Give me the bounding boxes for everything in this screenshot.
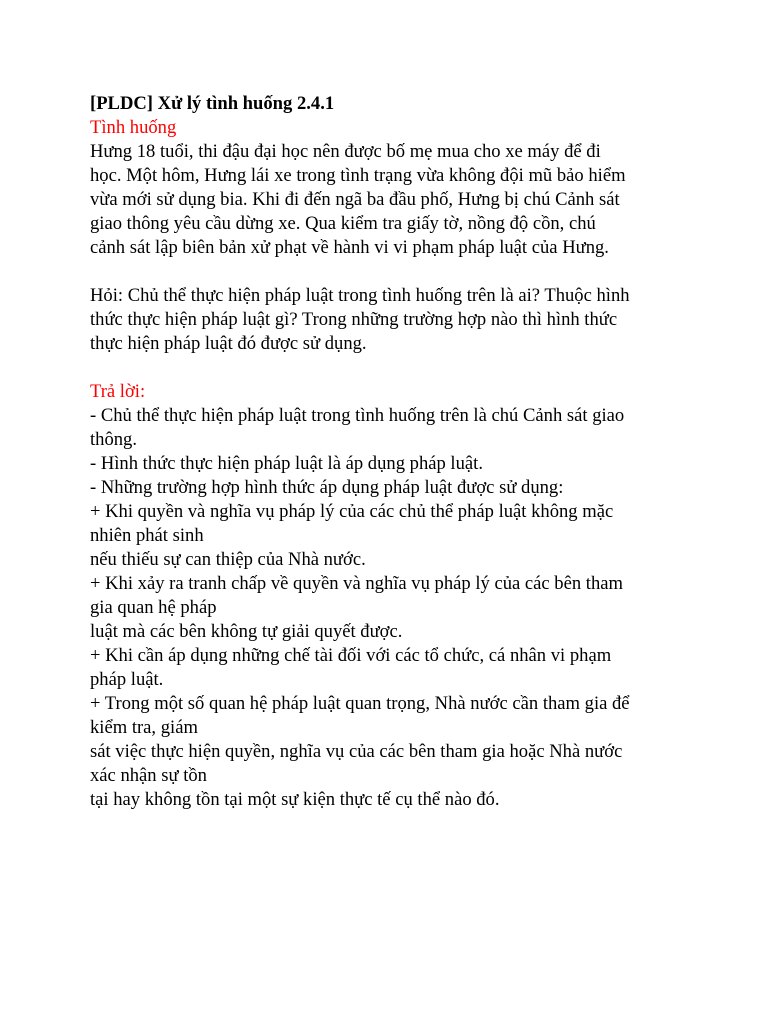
answer-line: + Khi xảy ra tranh chấp về quyền và nghĩa vụ pháp lý của các bên tham (90, 573, 623, 594)
question-paragraph (90, 284, 690, 356)
document-title: [PLDC] Xử lý tình huống 2.4.1 (90, 93, 335, 114)
situation-line: Hưng 18 tuổi, thi đậu đại học nên được bố mẹ mua cho xe máy để đi (90, 141, 601, 162)
question-line: thực hiện pháp luật đó được sử dụng. (90, 333, 367, 354)
answer-line: + Khi quyền và nghĩa vụ pháp lý của các chủ thể pháp luật không mặc (90, 501, 614, 522)
answer-line: pháp luật. (90, 669, 164, 690)
paragraph-gap (90, 260, 690, 284)
answer-heading: Trả lời: (90, 381, 146, 402)
answer-line: - Chủ thể thực hiện pháp luật trong tình huống trên là chú Cảnh sát giao (90, 405, 625, 426)
answer-line: kiểm tra, giám (90, 717, 198, 738)
paragraph-gap (90, 356, 690, 380)
answer-line: tại hay không tồn tại một sự kiện thực tế cụ thể nào đó. (90, 789, 500, 810)
answer-paragraph (90, 404, 690, 812)
answer-line: nhiên phát sinh (90, 525, 204, 546)
question-line: Hỏi: Chủ thể thực hiện pháp luật trong tình huống trên là ai? Thuộc hình (90, 285, 630, 306)
question-line: thức thực hiện pháp luật gì? Trong những trường hợp nào thì hình thức (90, 309, 618, 330)
answer-line: sát việc thực hiện quyền, nghĩa vụ của các bên tham gia hoặc Nhà nước (90, 741, 623, 762)
situation-heading: Tình huống (90, 117, 177, 138)
document-page (90, 92, 690, 812)
answer-line: - Những trường hợp hình thức áp dụng pháp luật được sử dụng: (90, 477, 564, 498)
answer-line: gia quan hệ pháp (90, 597, 217, 618)
situation-line: giao thông yêu cầu dừng xe. Qua kiểm tra giấy tờ, nồng độ cồn, chú (90, 213, 596, 234)
situation-line: vừa mới sử dụng bia. Khi đi đến ngã ba đầu phố, Hưng bị chú Cảnh sát (90, 189, 620, 210)
answer-line: - Hình thức thực hiện pháp luật là áp dụng pháp luật. (90, 453, 483, 474)
answer-line: xác nhận sự tồn (90, 765, 207, 786)
situation-line: học. Một hôm, Hưng lái xe trong tình trạng vừa không đội mũ bảo hiểm (90, 165, 626, 186)
answer-line: thông. (90, 429, 138, 450)
answer-line: luật mà các bên không tự giải quyết được. (90, 621, 403, 642)
situation-paragraph (90, 140, 690, 260)
answer-line: + Khi cần áp dụng những chế tài đối với các tổ chức, cá nhân vi phạm (90, 645, 612, 666)
answer-line: + Trong một số quan hệ pháp luật quan trọng, Nhà nước cần tham gia để (90, 693, 630, 714)
situation-line: cảnh sát lập biên bản xử phạt về hành vi vi phạm pháp luật của Hưng. (90, 237, 609, 258)
answer-line: nếu thiếu sự can thiệp của Nhà nước. (90, 549, 366, 570)
